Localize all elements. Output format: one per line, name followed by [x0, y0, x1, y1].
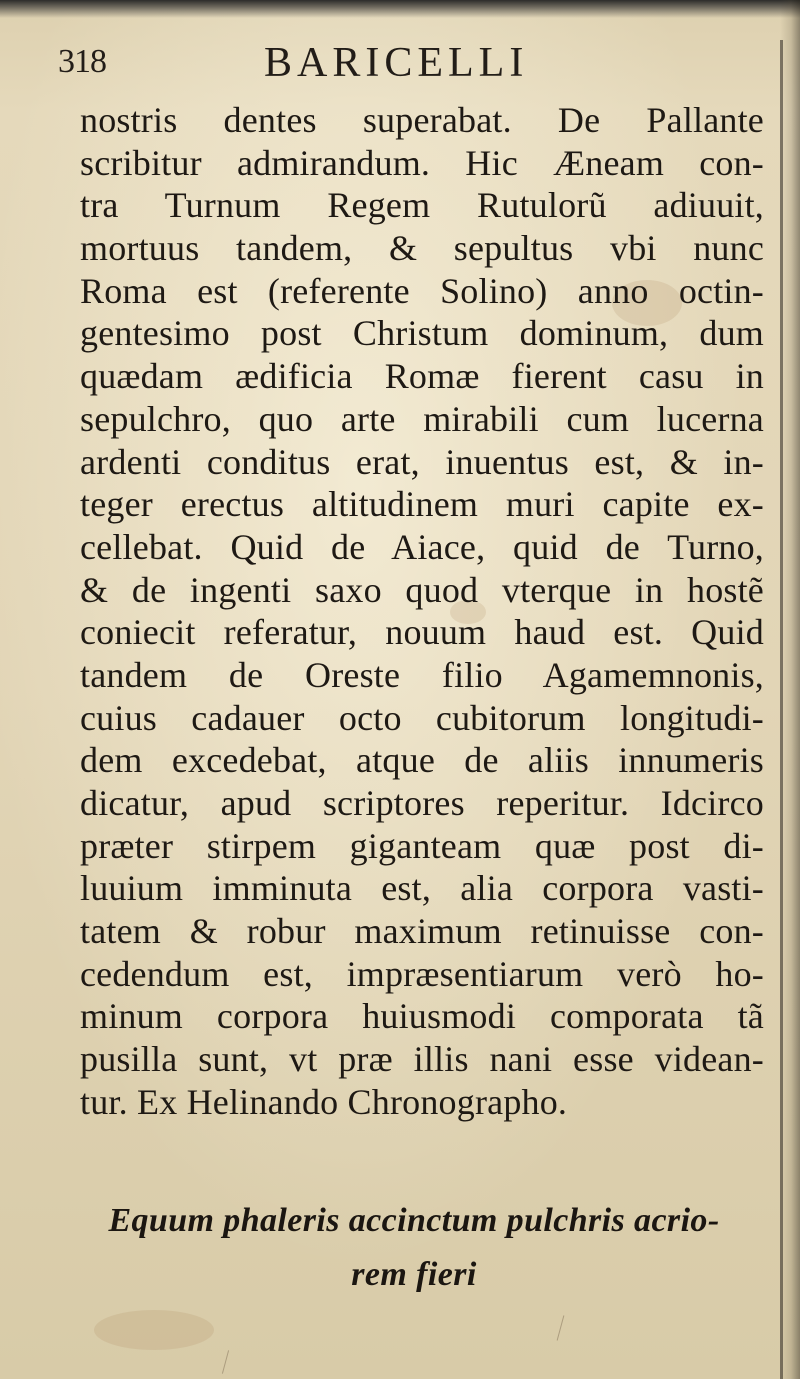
text-line: & de ingenti saxo quod vterque in hostẽ	[80, 569, 764, 610]
page-number: 318	[58, 43, 106, 80]
page-edge-shadow	[780, 0, 800, 1379]
paper-scratch	[222, 1350, 229, 1373]
text-line: mortuus tandem, & sepultus vbi nunc	[80, 228, 764, 269]
text-line: coniecit referatur, nouum haud est. Quid	[80, 612, 764, 653]
text-line: cedendum est, impræsentiarum verò ho-	[80, 953, 764, 994]
text-line: tra Turnum Regem Rutulorũ adiuuit,	[80, 185, 764, 226]
page-binding-edge	[780, 40, 783, 1379]
body-text	[80, 99, 764, 1124]
text-line: luuium imminuta est, alia corpora vasti-	[80, 868, 764, 909]
text-line: præter stirpem giganteam quæ post di-	[80, 825, 764, 866]
text-line: quædam ædificia Romæ fierent casu in	[80, 356, 764, 397]
text-line: cellebat. Quid de Aiace, quid de Turno,	[80, 526, 764, 567]
text-line: minum corpora huiusmodi comporata tã	[80, 996, 764, 1037]
text-line: teger erectus altitudinem muri capite ex-	[80, 484, 764, 525]
text-line: tandem de Oreste filio Agamemnonis,	[80, 654, 764, 695]
text-line: ardenti conditus erat, inuentus est, & in-	[80, 441, 764, 482]
catchword-line: rem fieri	[351, 1256, 477, 1293]
paper-stain	[94, 1310, 214, 1350]
text-line: gentesimo post Christum dominum, dum	[80, 313, 764, 354]
catchword-heading	[64, 1194, 764, 1302]
text-line: scribitur admirandum. Hic Æneam con-	[80, 142, 764, 183]
paper-scratch	[557, 1315, 565, 1340]
text-line: dem excedebat, atque de aliis innumeris	[80, 740, 764, 781]
page-header	[58, 40, 758, 93]
catchword-line: Equum phaleris accinctum pulchris acrio-	[108, 1202, 720, 1239]
text-line: cuius cadauer octo cubitorum longitudi-	[80, 697, 764, 738]
page-top-shadow	[0, 0, 800, 18]
text-line: dicatur, apud scriptores reperitur. Idcirco	[80, 783, 764, 823]
text-line: tur. Ex Helinando Chronographo.	[80, 1081, 568, 1122]
text-line: pusilla sunt, vt præ illis nani esse videan-	[80, 1039, 764, 1080]
text-line: tatem & robur maximum retinuisse con-	[80, 911, 764, 952]
text-line: sepulchro, quo arte mirabili cum lucerna	[80, 398, 764, 439]
text-line: nostris dentes superabat. De Pallante	[80, 100, 764, 140]
text-line: Roma est (referente Solino) anno octin-	[80, 270, 764, 311]
running-head: BARICELLI	[264, 40, 529, 86]
